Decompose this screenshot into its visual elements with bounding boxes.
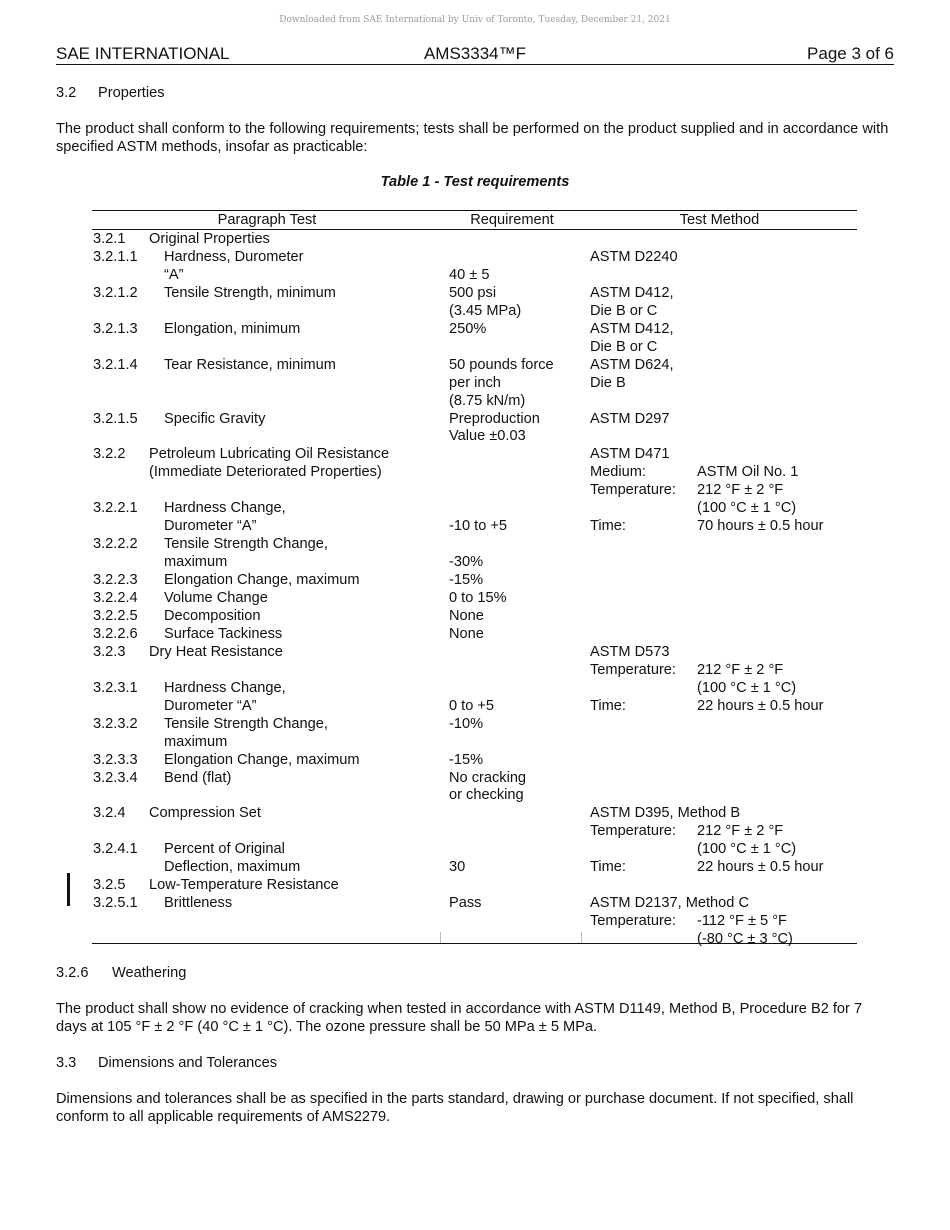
row-test-name: Petroleum Lubricating Oil Resistance (149, 446, 390, 463)
row-paragraph-number: 3.2.1.3 (93, 320, 138, 337)
row-condition-label: Medium: (590, 464, 646, 481)
row-test-name: Durometer “A” (164, 518, 257, 535)
row-paragraph-number: 3.2.2 (93, 446, 126, 463)
row-condition-value: 212 °F ± 2 °F (697, 661, 784, 678)
row-test-name: Original Properties (149, 231, 270, 247)
row-condition-value: 212 °F ± 2 °F (697, 823, 784, 840)
row-requirement: No cracking (449, 769, 527, 786)
row-test-method: ASTM D471 (590, 446, 670, 463)
row-paragraph-number: 3.2.2.6 (93, 625, 138, 642)
row-condition-value: 212 °F ± 2 °F (697, 482, 784, 499)
row-test-name: maximum (164, 733, 228, 750)
row-condition-value: (100 °C ± 1 °C) (697, 679, 797, 696)
row-test-name: Deflection, maximum (164, 859, 301, 876)
row-test-name: Brittleness (164, 895, 233, 912)
properties-intro-paragraph: The product shall conform to the following requirements; tests shall be performed on the product supplied and in accordance with specified ASTM methods, insofar as practicable: (56, 121, 889, 155)
row-paragraph-number: 3.2.3 (93, 643, 126, 660)
row-test-method: Die B or C (590, 338, 658, 355)
row-requirement: Preproduction (449, 410, 540, 427)
row-condition-value: 70 hours ± 0.5 hour (697, 518, 824, 535)
row-requirement: (3.45 MPa) (449, 302, 522, 319)
row-test-name: Hardness, Durometer (164, 248, 304, 265)
section-3-3-heading (56, 1054, 277, 1072)
row-test-name: Tear Resistance, minimum (164, 356, 336, 373)
row-paragraph-number: 3.2.2.1 (93, 500, 138, 517)
row-paragraph-number: 3.2.2.2 (93, 536, 138, 553)
row-test-method: ASTM D624, (590, 356, 674, 373)
download-watermark: Downloaded from SAE International by Univ of Toronto, Tuesday, December 21, 2021 (279, 15, 671, 25)
row-requirement: None (449, 607, 484, 624)
row-paragraph-number: 3.2.5 (93, 877, 126, 894)
row-paragraph-number: 3.2.3.4 (93, 769, 138, 786)
row-requirement: None (449, 625, 484, 642)
column-header-requirement: Requirement (470, 212, 554, 228)
row-test-name: Elongation, minimum (164, 320, 301, 337)
row-test-name: Dry Heat Resistance (149, 643, 283, 660)
row-test-name: Decomposition (164, 607, 261, 624)
row-condition-value: 22 hours ± 0.5 hour (697, 859, 824, 876)
row-test-name: Tensile Strength Change, (164, 536, 328, 553)
row-paragraph-number: 3.2.3.3 (93, 751, 138, 768)
section-number: 3.2 (56, 85, 77, 101)
row-paragraph-number: 3.2.1.5 (93, 410, 138, 427)
row-condition-label: Temperature: (590, 661, 676, 678)
row-requirement: 40 ± 5 (449, 266, 490, 283)
row-test-name: Hardness Change, (164, 679, 286, 696)
row-test-method: Die B or C (590, 302, 658, 319)
table-caption: Table 1 - Test requirements (380, 174, 570, 190)
row-paragraph-number: 3.2.4 (93, 805, 126, 822)
row-test-name: Elongation Change, maximum (164, 751, 360, 768)
row-requirement: -10 to +5 (449, 518, 508, 535)
row-test-method: ASTM D412, (590, 320, 674, 337)
row-condition-label: Time: (590, 697, 626, 714)
row-paragraph-number: 3.2.1.1 (93, 248, 138, 265)
row-requirement: 0 to 15% (449, 590, 507, 606)
row-condition-label: Temperature: (590, 823, 676, 840)
row-test-name: Percent of Original (164, 841, 285, 858)
row-requirement: 30 (449, 859, 466, 876)
row-test-method: Die B (590, 374, 626, 391)
row-paragraph-number: 3.2.4.1 (93, 841, 138, 858)
row-requirement: Pass (449, 895, 482, 912)
row-requirement: per inch (449, 374, 501, 391)
section-number: 3.2.6 (56, 965, 89, 981)
row-test-method: ASTM D573 (590, 643, 670, 660)
row-test-name: Tensile Strength, minimum (164, 284, 336, 301)
section-title: Dimensions and Tolerances (98, 1055, 278, 1071)
row-condition-label: Temperature: (590, 482, 676, 499)
row-paragraph-number: 3.2.1 (93, 231, 126, 247)
row-requirement: (8.75 kN/m) (449, 392, 526, 409)
row-paragraph-number: 3.2.2.4 (93, 590, 138, 606)
row-condition-value: 22 hours ± 0.5 hour (697, 697, 824, 714)
header-page-number: Page 3 of 6 (807, 44, 894, 63)
header-document-id: AMS3334™F (423, 44, 527, 63)
row-test-method: ASTM D2137, Method C (590, 895, 749, 912)
row-requirement: 0 to +5 (449, 697, 495, 714)
row-paragraph-number: 3.2.1.2 (93, 284, 138, 301)
row-test-name: Surface Tackiness (164, 625, 283, 642)
dimensions-paragraph: Dimensions and tolerances shall be as specified in the parts standard, drawing or purchase document. If not specified, shall conform to all applicable requirements of AMS2279. (56, 1091, 854, 1125)
row-test-method: ASTM D395, Method B (590, 805, 741, 822)
row-paragraph-number: 3.2.2.5 (93, 607, 138, 624)
row-paragraph-number: 3.2.1.4 (93, 356, 138, 373)
row-test-method: ASTM D297 (590, 410, 670, 427)
row-test-name: Hardness Change, (164, 500, 286, 517)
row-condition-value: -112 °F ± 5 °F (697, 913, 787, 930)
row-requirement: -15% (449, 751, 484, 768)
weathering-paragraph: The product shall show no evidence of cracking when tested in accordance with ASTM D1149, Method B, Procedure B2 for 7 days at 105 °F ± 2 °F (40 °C ± 1 °C). The ozone pressure shall be 50 MPa ± 5 MPa. (56, 1001, 863, 1035)
row-condition-label: Time: (590, 859, 626, 876)
row-condition-value: (-80 °C ± 3 °C) (697, 931, 793, 948)
section-3-2-6-heading (56, 964, 186, 982)
row-test-name: Durometer “A” (164, 697, 257, 714)
row-condition-label: Time: (590, 518, 626, 535)
row-test-name: (Immediate Deteriorated Properties) (149, 464, 382, 481)
column-header-paragraph-test: Paragraph Test (217, 212, 317, 228)
row-requirement: or checking (449, 787, 524, 804)
row-test-method: ASTM D412, (590, 284, 674, 301)
row-condition-value: (100 °C ± 1 °C) (697, 500, 797, 517)
row-condition-value: ASTM Oil No. 1 (697, 464, 799, 481)
row-paragraph-number: 3.2.3.2 (93, 715, 138, 732)
row-test-name: Bend (flat) (164, 769, 232, 786)
row-test-name: “A” (164, 266, 184, 283)
row-test-name: maximum (164, 554, 228, 571)
row-requirement: -10% (449, 715, 484, 732)
row-condition-value: (100 °C ± 1 °C) (697, 841, 797, 858)
row-test-name: Elongation Change, maximum (164, 572, 360, 589)
row-paragraph-number: 3.2.3.1 (93, 679, 138, 696)
row-requirement: 500 psi (449, 284, 497, 301)
row-test-name: Tensile Strength Change, (164, 715, 328, 732)
header-organization: SAE INTERNATIONAL (56, 44, 230, 63)
row-test-name: Specific Gravity (164, 410, 266, 427)
header-rule (56, 64, 894, 65)
row-requirement: -15% (449, 572, 484, 589)
section-title: Weathering (112, 965, 187, 981)
row-test-name: Compression Set (149, 805, 261, 822)
column-header-test-method: Test Method (679, 212, 760, 228)
row-test-name: Low-Temperature Resistance (149, 877, 339, 894)
section-3-2-heading (56, 84, 165, 102)
row-requirement: 50 pounds force (449, 356, 554, 373)
row-requirement: -30% (449, 554, 484, 571)
row-paragraph-number: 3.2.5.1 (93, 895, 138, 912)
section-number: 3.3 (56, 1055, 77, 1071)
section-title: Properties (98, 85, 165, 101)
row-test-name: Volume Change (164, 590, 268, 606)
row-requirement: Value ±0.03 (449, 428, 526, 445)
revision-change-bar (67, 873, 70, 906)
row-test-method: ASTM D2240 (590, 248, 678, 265)
row-condition-label: Temperature: (590, 913, 676, 930)
row-requirement: 250% (449, 320, 487, 337)
row-paragraph-number: 3.2.2.3 (93, 572, 138, 589)
